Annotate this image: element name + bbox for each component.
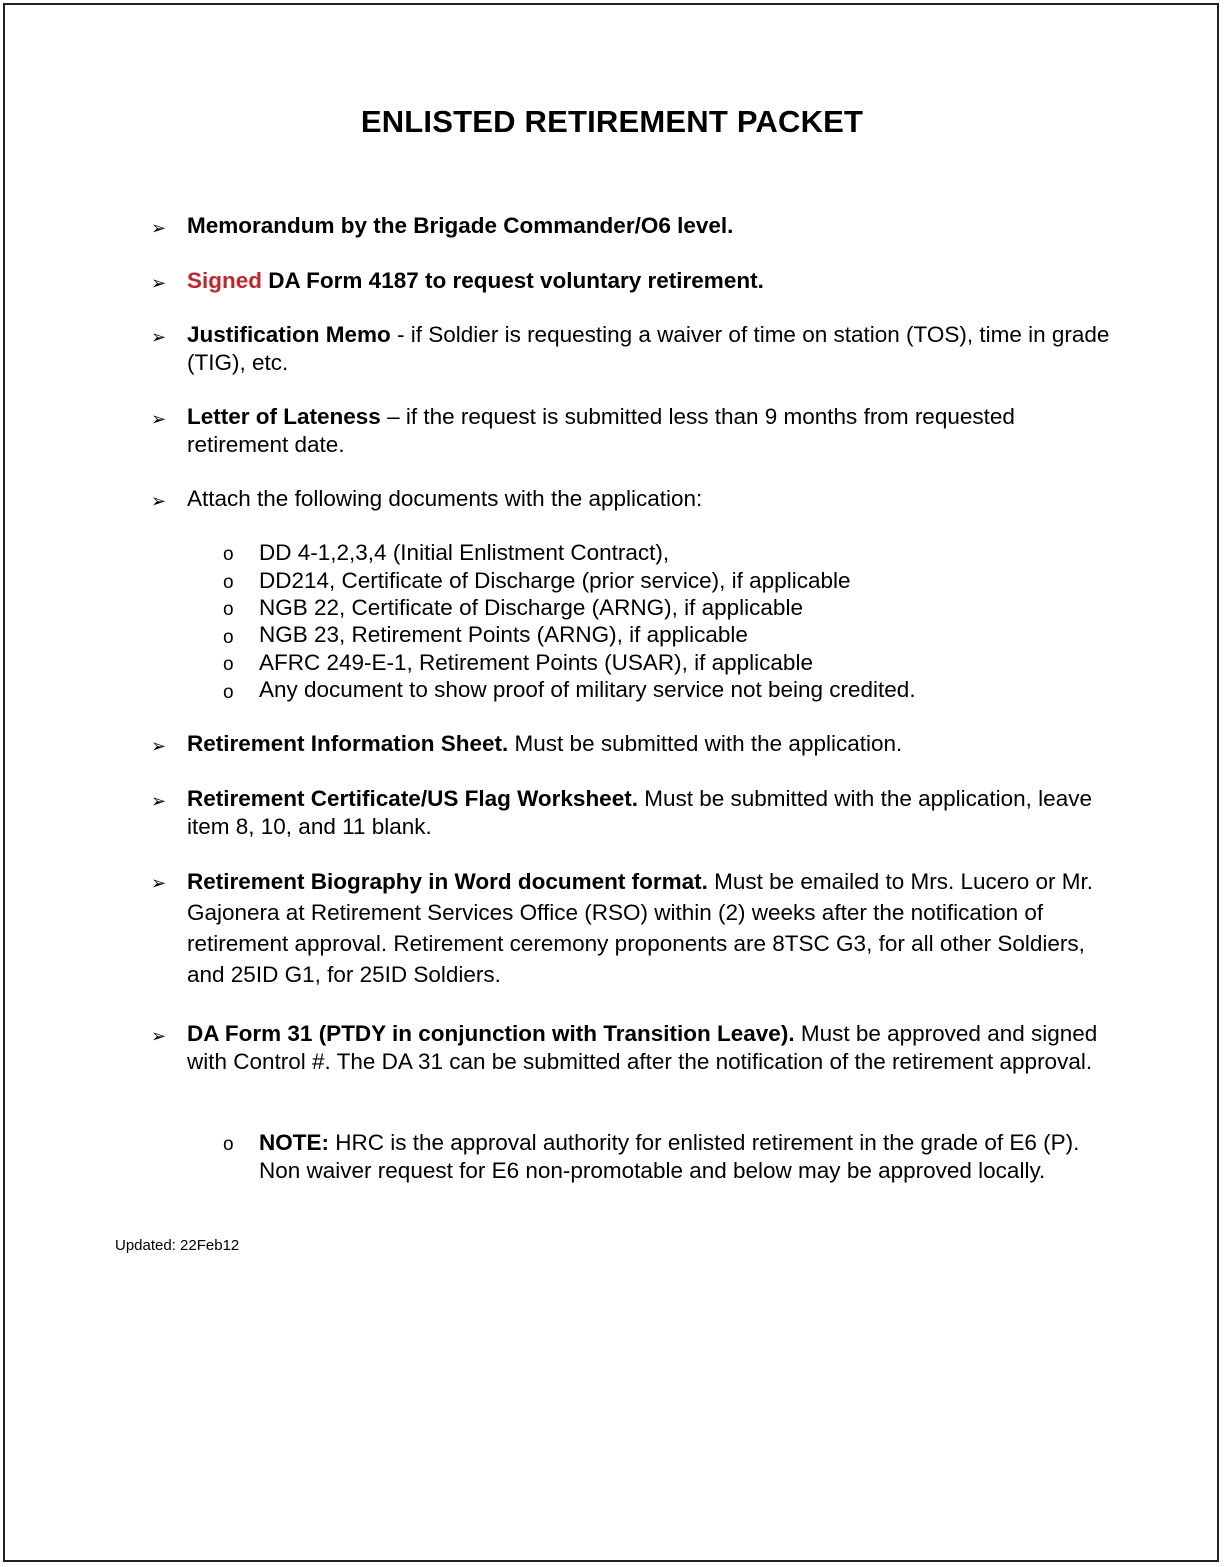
item-text: – if the request is submitted less than 9 months from requested retirement date. <box>187 404 1015 457</box>
arrow-bullet-icon: ➢ <box>151 1026 167 1046</box>
arrow-bullet-icon: ➢ <box>151 327 167 347</box>
arrow-bullet-icon: ➢ <box>151 409 167 429</box>
circle-bullet-icon: o <box>223 599 234 620</box>
arrow-bullet-icon: ➢ <box>151 491 167 511</box>
note-label: NOTE: <box>259 1130 329 1155</box>
attachment-item: NGB 22, Certificate of Discharge (ARNG), if applicable <box>259 595 803 620</box>
item-bold-text: Letter of Lateness <box>187 404 381 429</box>
item-text: - if Soldier is requesting a waiver of time on station (TOS), time in grade (TIG), etc. <box>187 322 1110 375</box>
page-title: ENLISTED RETIREMENT PACKET <box>360 104 864 139</box>
item-bold-text: Retirement Certificate/US Flag Worksheet. <box>187 786 638 811</box>
item-bold-text: DA Form 4187 to request voluntary retirement. <box>262 268 764 293</box>
attachment-item: NGB 23, Retirement Points (ARNG), if applicable <box>259 622 748 647</box>
list-item-retirement-info-sheet <box>187 730 1117 758</box>
circle-bullet-icon: o <box>223 627 234 648</box>
arrow-bullet-icon: ➢ <box>151 218 167 238</box>
updated-date: Updated: 22Feb12 <box>115 1237 240 1254</box>
signed-highlight: Signed <box>187 268 263 293</box>
list-item-retirement-biography <box>187 866 1117 990</box>
item-bold-text: DA Form 31 (PTDY in conjunction with Transition Leave). <box>187 1021 795 1046</box>
item-bold-text: Retirement Information Sheet. <box>187 731 509 756</box>
list-item-letter-of-lateness <box>187 403 1117 459</box>
list-item-attachments <box>187 485 1117 513</box>
item-text: Must be approved and signed with Control #. The DA 31 can be submitted after the notification of the retirement approval. <box>187 1021 1098 1074</box>
arrow-bullet-icon: ➢ <box>151 873 167 893</box>
item-bold-text: Memorandum by the Brigade Commander/O6 level. <box>187 213 734 238</box>
list-item-da-form-31 <box>187 1020 1117 1076</box>
item-text: Must be submitted with the application, leave item 8, 10, and 11 blank. <box>187 786 1092 839</box>
list-item-justification-memo <box>187 321 1117 377</box>
list-item-certificate-flag-worksheet <box>187 785 1117 841</box>
arrow-bullet-icon: ➢ <box>151 273 167 293</box>
item-text: Attach the following documents with the application: <box>187 486 703 511</box>
circle-bullet-icon: o <box>223 572 234 593</box>
item-bold-text: Justification Memo <box>187 322 391 347</box>
circle-bullet-icon: o <box>223 1134 234 1155</box>
item-bold-text: Retirement Biography in Word document format. <box>187 869 708 894</box>
note-item <box>259 1129 1119 1185</box>
note-text: HRC is the approval authority for enlisted retirement in the grade of E6 (P). Non waiver request for E6 non-promotable and below may be approved locally. <box>259 1130 1080 1183</box>
attachment-item: AFRC 249-E-1, Retirement Points (USAR), if applicable <box>259 650 813 675</box>
list-item-memorandum <box>187 212 1117 240</box>
circle-bullet-icon: o <box>223 654 234 675</box>
circle-bullet-icon: o <box>223 544 234 565</box>
circle-bullet-icon: o <box>223 682 234 703</box>
item-text: Must be submitted with the application. <box>508 731 903 756</box>
arrow-bullet-icon: ➢ <box>151 736 167 756</box>
list-item-da-form-4187 <box>187 267 1117 295</box>
attachment-item: Any document to show proof of military service not being credited. <box>259 677 916 702</box>
attachment-item: DD 4-1,2,3,4 (Initial Enlistment Contract), <box>259 540 670 565</box>
attachment-item: DD214, Certificate of Discharge (prior service), if applicable <box>259 568 851 593</box>
item-text: Must be emailed to Mrs. Lucero or Mr. Gajonera at Retirement Services Office (RSO) within (2) weeks after the notification of retirement approval. Retirement ceremony proponents are 8TSC G3, for all other Soldiers, and 25ID G1, for 25ID Soldiers. <box>187 869 1094 987</box>
arrow-bullet-icon: ➢ <box>151 791 167 811</box>
